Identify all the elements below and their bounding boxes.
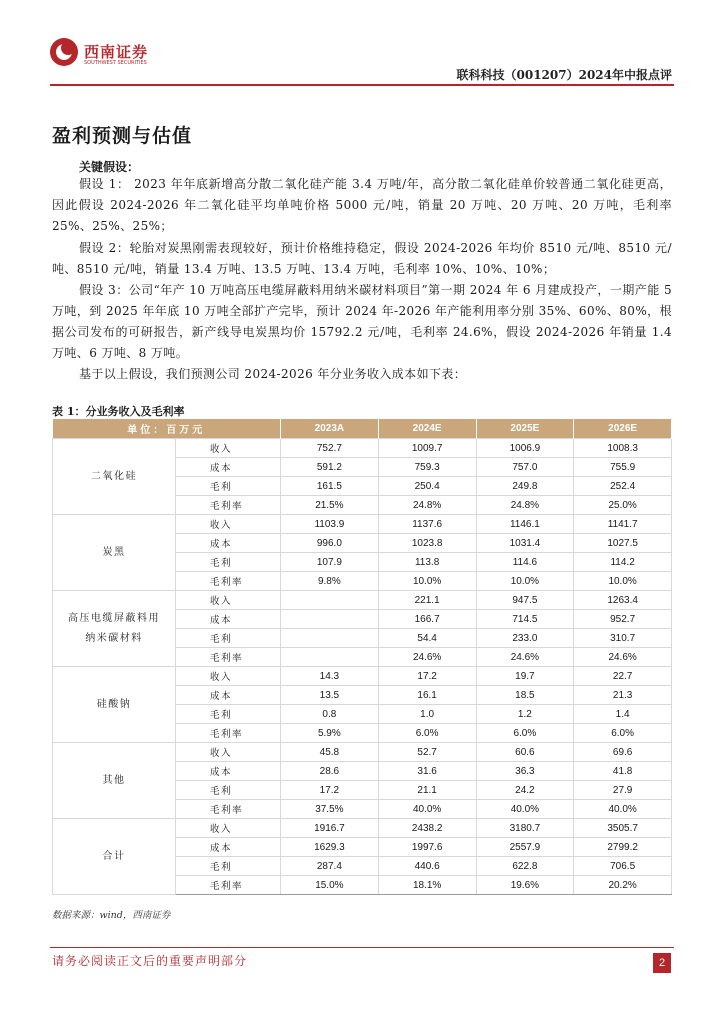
table-cell: 759.3 bbox=[378, 458, 476, 477]
metric-label: 毛利 bbox=[176, 705, 281, 724]
table-cell: 952.7 bbox=[574, 610, 672, 629]
table-cell: 16.1 bbox=[378, 686, 476, 705]
table-cell: 24.8% bbox=[476, 496, 574, 515]
segment-name-line: 炭黑 bbox=[102, 546, 126, 558]
table-cell: 20.2% bbox=[574, 876, 672, 895]
table-cell: 233.0 bbox=[476, 629, 574, 648]
metric-label: 成本 bbox=[176, 534, 281, 553]
table-cell: 6.0% bbox=[574, 724, 672, 743]
table-cell: 40.0% bbox=[476, 800, 574, 819]
table-cell: 1997.6 bbox=[378, 838, 476, 857]
metric-label: 收入 bbox=[176, 667, 281, 686]
segment-name bbox=[53, 667, 176, 743]
table-cell: 21.3 bbox=[574, 686, 672, 705]
segment-revenue-table bbox=[52, 419, 672, 895]
table-cell: 752.7 bbox=[281, 439, 379, 458]
metric-label: 毛利率 bbox=[176, 572, 281, 591]
table-cell: 18.1% bbox=[378, 876, 476, 895]
table-cell: 17.2 bbox=[281, 781, 379, 800]
table-cell: 3180.7 bbox=[476, 819, 574, 838]
table-cell: 107.9 bbox=[281, 553, 379, 572]
metric-label: 毛利率 bbox=[176, 648, 281, 667]
table-cell: 24.2 bbox=[476, 781, 574, 800]
table-cell: 1916.7 bbox=[281, 819, 379, 838]
report-title: 联科科技（001207）2024年中报点评 bbox=[456, 68, 672, 82]
table-cell: 1027.5 bbox=[574, 534, 672, 553]
table-cell: 1141.7 bbox=[574, 515, 672, 534]
table-cell: 19.6% bbox=[476, 876, 574, 895]
table-cell: 45.8 bbox=[281, 743, 379, 762]
table-cell: 0.8 bbox=[281, 705, 379, 724]
table-cell: 21.5% bbox=[281, 496, 379, 515]
metric-label: 收入 bbox=[176, 515, 281, 534]
table-cell: 1023.8 bbox=[378, 534, 476, 553]
table-cell bbox=[281, 591, 379, 610]
metric-label: 成本 bbox=[176, 838, 281, 857]
segment-name bbox=[53, 439, 176, 515]
year-header: 2026E bbox=[574, 419, 672, 439]
table-cell bbox=[281, 648, 379, 667]
segment-name bbox=[53, 743, 176, 819]
table-cell: 1031.4 bbox=[476, 534, 574, 553]
metric-label: 毛利率 bbox=[176, 800, 281, 819]
table-cell: 13.5 bbox=[281, 686, 379, 705]
key-assumptions-heading: 关键假设： bbox=[79, 160, 140, 174]
assumption-1: 假设 1： 2023 年年底新增高分散二氧化硅产能 3.4 万吨/年，高分散二氧化硅单价较普通二氧化硅更高，因此假设 2024-2026 年二氧化硅平均单吨价格 5000 元/吨，销量 20 万吨、20 万吨、20 万吨，毛利率 25%、25%、25%； bbox=[52, 177, 672, 233]
table-cell: 114.2 bbox=[574, 553, 672, 572]
segment-name-line: 硅酸钠 bbox=[96, 698, 132, 710]
logo-text-cn: 西南证券 bbox=[84, 43, 149, 61]
table-cell: 5.9% bbox=[281, 724, 379, 743]
table-cell: 1629.3 bbox=[281, 838, 379, 857]
table-cell: 24.6% bbox=[476, 648, 574, 667]
table-cell: 1006.9 bbox=[476, 439, 574, 458]
metric-label: 毛利 bbox=[176, 781, 281, 800]
segment-name-line: 其他 bbox=[102, 774, 126, 786]
metric-label: 成本 bbox=[176, 610, 281, 629]
table-cell: 996.0 bbox=[281, 534, 379, 553]
metric-label: 毛利率 bbox=[176, 496, 281, 515]
table-cell: 1009.7 bbox=[378, 439, 476, 458]
table-cell: 19.7 bbox=[476, 667, 574, 686]
table-cell: 14.3 bbox=[281, 667, 379, 686]
table-cell: 24.6% bbox=[378, 648, 476, 667]
table-cell: 1.4 bbox=[574, 705, 672, 724]
segment-name bbox=[53, 515, 176, 591]
header-divider bbox=[50, 84, 674, 86]
table-cell: 161.5 bbox=[281, 477, 379, 496]
table-cell: 25.0% bbox=[574, 496, 672, 515]
table-body bbox=[53, 439, 672, 895]
unit-header: 单位：百万元 bbox=[53, 419, 281, 439]
table-cell: 221.1 bbox=[378, 591, 476, 610]
table-cell: 166.7 bbox=[378, 610, 476, 629]
table-cell: 440.6 bbox=[378, 857, 476, 876]
footer-disclaimer: 请务必阅读正文后的重要声明部分 bbox=[52, 954, 248, 968]
table-cell: 622.8 bbox=[476, 857, 574, 876]
table-cell: 249.8 bbox=[476, 477, 574, 496]
table-cell: 10.0% bbox=[574, 572, 672, 591]
table-cell: 1263.4 bbox=[574, 591, 672, 610]
table-cell: 6.0% bbox=[476, 724, 574, 743]
table-cell: 27.9 bbox=[574, 781, 672, 800]
section-title: 盈利预测与估值 bbox=[52, 125, 193, 147]
table-cell: 1.2 bbox=[476, 705, 574, 724]
table-cell: 28.6 bbox=[281, 762, 379, 781]
table-cell: 18.5 bbox=[476, 686, 574, 705]
table-cell: 31.6 bbox=[378, 762, 476, 781]
table-header-row bbox=[53, 419, 672, 439]
assumption-2: 假设 2：轮胎对炭黑刚需表现较好，预计价格维持稳定，假设 2024-2026 年均价 8510 元/吨、8510 元/吨、8510 元/吨，销量 13.4 万吨、13.5 万吨、13.4 万吨，毛利率 10%、10%、10%； bbox=[52, 241, 672, 276]
metric-label: 毛利 bbox=[176, 477, 281, 496]
assumption-3: 假设 3：公司“年产 10 万吨高压电缆屏蔽料用纳米碳材料项目”第一期 2024 年 6 月建成投产，一期产能 5 万吨，到 2025 年年底 10 万吨全部扩产完毕，预计 2024 年-2026 年产能利用率分别 35%、60%、80%，根据公司发布的可研报告，新产线导电炭黑均价 15792.2 元/吨，毛利率 24.6%，假设 2024-2026 年销量 1.4 万吨、6 万吨、8 万吨。 bbox=[52, 283, 672, 360]
table-cell: 17.2 bbox=[378, 667, 476, 686]
table-row bbox=[53, 743, 672, 762]
table-cell: 114.6 bbox=[476, 553, 574, 572]
footer-divider bbox=[50, 947, 674, 948]
table-cell: 15.0% bbox=[281, 876, 379, 895]
metric-label: 毛利 bbox=[176, 629, 281, 648]
table-cell: 24.6% bbox=[574, 648, 672, 667]
page-number: 2 bbox=[653, 953, 671, 973]
metric-label: 收入 bbox=[176, 591, 281, 610]
table-cell: 310.7 bbox=[574, 629, 672, 648]
table-cell: 1103.9 bbox=[281, 515, 379, 534]
table-cell: 10.0% bbox=[476, 572, 574, 591]
table-row bbox=[53, 515, 672, 534]
year-header: 2023A bbox=[281, 419, 379, 439]
table-cell: 287.4 bbox=[281, 857, 379, 876]
table-cell: 60.6 bbox=[476, 743, 574, 762]
table-row bbox=[53, 591, 672, 610]
table-cell: 2799.2 bbox=[574, 838, 672, 857]
table-cell: 36.3 bbox=[476, 762, 574, 781]
table-cell: 2557.9 bbox=[476, 838, 574, 857]
table-cell: 54.4 bbox=[378, 629, 476, 648]
metric-label: 毛利率 bbox=[176, 876, 281, 895]
metric-label: 毛利 bbox=[176, 857, 281, 876]
forecast-intro: 基于以上假设，我们预测公司 2024-2026 年分业务收入成本如下表： bbox=[79, 367, 467, 381]
table-cell: 113.8 bbox=[378, 553, 476, 572]
company-logo bbox=[50, 38, 160, 78]
table-cell: 24.8% bbox=[378, 496, 476, 515]
table-cell: 1008.3 bbox=[574, 439, 672, 458]
table-cell bbox=[281, 629, 379, 648]
table-cell: 2438.2 bbox=[378, 819, 476, 838]
table-cell: 41.8 bbox=[574, 762, 672, 781]
segment-name-line: 二氧化硅 bbox=[91, 470, 137, 482]
metric-label: 成本 bbox=[176, 686, 281, 705]
segment-name-line: 合计 bbox=[102, 850, 126, 862]
table-cell: 714.5 bbox=[476, 610, 574, 629]
table-cell: 37.5% bbox=[281, 800, 379, 819]
table-cell: 755.9 bbox=[574, 458, 672, 477]
table-cell: 706.5 bbox=[574, 857, 672, 876]
table-cell: 947.5 bbox=[476, 591, 574, 610]
logo-mark bbox=[50, 38, 78, 66]
table-cell: 10.0% bbox=[378, 572, 476, 591]
table-cell: 40.0% bbox=[378, 800, 476, 819]
metric-label: 收入 bbox=[176, 819, 281, 838]
table-cell: 69.6 bbox=[574, 743, 672, 762]
segment-name-line: 高压电缆屏蔽料用 bbox=[68, 612, 160, 624]
metric-label: 收入 bbox=[176, 439, 281, 458]
year-header: 2025E bbox=[476, 419, 574, 439]
table-cell: 1146.1 bbox=[476, 515, 574, 534]
table-cell: 40.0% bbox=[574, 800, 672, 819]
table-row bbox=[53, 819, 672, 838]
segment-name-line: 纳米碳材料 bbox=[85, 632, 143, 644]
table-cell: 1.0 bbox=[378, 705, 476, 724]
table-cell: 9.8% bbox=[281, 572, 379, 591]
table-row bbox=[53, 667, 672, 686]
table-cell: 52.7 bbox=[378, 743, 476, 762]
data-source: 数据来源：wind，西南证券 bbox=[52, 910, 171, 921]
table-cell: 6.0% bbox=[378, 724, 476, 743]
metric-label: 毛利率 bbox=[176, 724, 281, 743]
table-cell: 1137.6 bbox=[378, 515, 476, 534]
metric-label: 毛利 bbox=[176, 553, 281, 572]
table-cell: 250.4 bbox=[378, 477, 476, 496]
table-row bbox=[53, 439, 672, 458]
segment-name bbox=[53, 819, 176, 895]
table-cell: 591.2 bbox=[281, 458, 379, 477]
page-header bbox=[0, 0, 724, 86]
table-cell bbox=[281, 610, 379, 629]
table-cell: 21.1 bbox=[378, 781, 476, 800]
logo-text-en: SOUTHWEST SECURITIES bbox=[84, 60, 147, 66]
year-header: 2024E bbox=[378, 419, 476, 439]
metric-label: 成本 bbox=[176, 762, 281, 781]
metric-label: 收入 bbox=[176, 743, 281, 762]
table-cell: 3505.7 bbox=[574, 819, 672, 838]
table-caption: 表 1：分业务收入及毛利率 bbox=[52, 405, 185, 418]
table-cell: 252.4 bbox=[574, 477, 672, 496]
table-cell: 22.7 bbox=[574, 667, 672, 686]
metric-label: 成本 bbox=[176, 458, 281, 477]
table-cell: 757.0 bbox=[476, 458, 574, 477]
segment-name bbox=[53, 591, 176, 667]
